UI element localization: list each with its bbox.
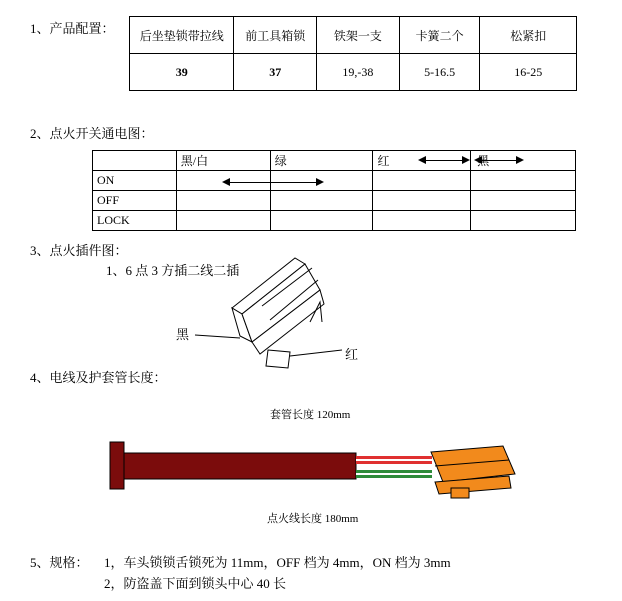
- ignition-plug-drawing: [170, 250, 370, 375]
- config-header-cell: 后坐垫锁带拉线: [130, 17, 234, 54]
- switch-header-cell: 绿: [270, 151, 373, 171]
- ignition-switch-table: [92, 150, 576, 231]
- switch-header-cell: 黑/白: [176, 151, 270, 171]
- switch-header-cell: 红: [373, 151, 471, 171]
- section2-title: 2、点火开关通电图：: [30, 126, 154, 141]
- section4-title: 4、电线及护套管长度：: [30, 370, 167, 385]
- spec-line-1: 1，车头锁锁舌锁死为 11mm，OFF 档为 4mm，ON 档为 3mm: [104, 555, 451, 570]
- config-value-cell: 19,-38: [317, 54, 400, 91]
- section5-title: 5、规格：: [30, 555, 89, 570]
- wire-harness-drawing: [105, 438, 525, 504]
- config-value-cell: 37: [234, 54, 317, 91]
- switch-header-cell: [93, 151, 177, 171]
- switch-row-label: ON: [93, 171, 177, 191]
- config-header-cell: 卡簧二个: [399, 17, 480, 54]
- label-red: 红: [345, 347, 359, 362]
- double-arrow-icon: [420, 160, 468, 161]
- sleeve-length-label: 套管长度 120mm: [270, 409, 351, 421]
- config-header-cell: 松紧扣: [480, 17, 577, 54]
- config-value-cell: 5-16.5: [399, 54, 480, 91]
- section3-title: 3、点火插件图：: [30, 243, 128, 258]
- spec-line-2: 2，防盗盖下面到锁头中心 40 长: [104, 576, 287, 591]
- label-black: 黑: [176, 327, 190, 342]
- switch-row-label: OFF: [93, 191, 177, 211]
- config-header-cell: 前工具箱锁: [234, 17, 317, 54]
- switch-row-label: LOCK: [93, 211, 177, 231]
- double-arrow-icon: [476, 160, 522, 161]
- switch-header-cell: 黑: [471, 151, 576, 171]
- section1-title: 1、产品配置：: [30, 21, 115, 36]
- double-arrow-icon: [224, 182, 322, 183]
- product-config-table: [129, 16, 577, 91]
- section3-subtitle: 1、6 点 3 方插二线二插: [106, 263, 240, 278]
- config-value-cell: 39: [130, 54, 234, 91]
- wire-length-label: 点火线长度 180mm: [267, 513, 359, 525]
- config-value-cell: 16-25: [480, 54, 577, 91]
- config-header-cell: 铁架一支: [317, 17, 400, 54]
